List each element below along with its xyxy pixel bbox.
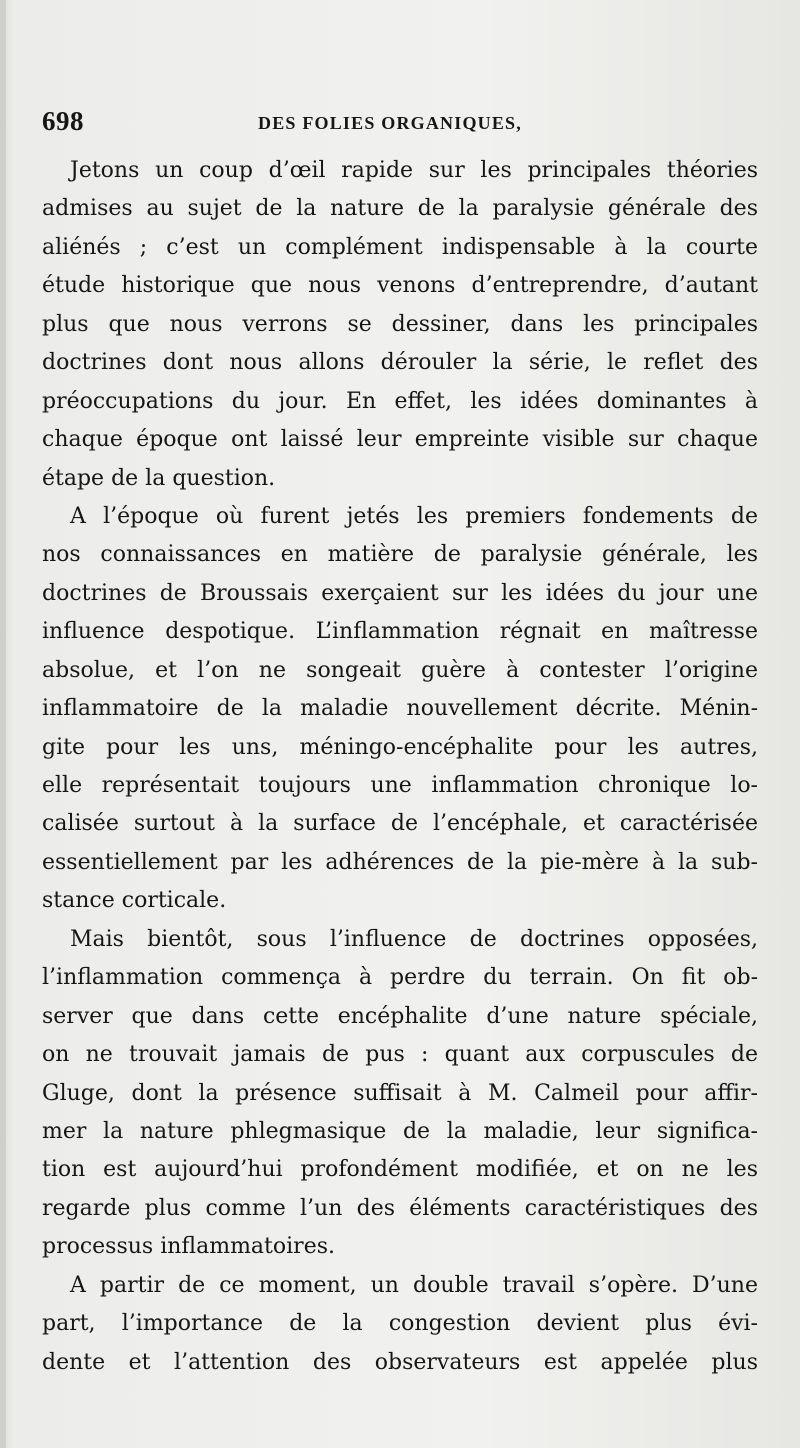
text-line: mer la nature phlegmasique de la maladie, leur significa- (42, 1118, 758, 1144)
text-line: server que dans cette encéphalite d’une nature spéciale, (42, 1003, 758, 1029)
running-head (42, 101, 758, 141)
body-text (42, 152, 758, 1382)
text-line: étude historique que nous venons d’entreprendre, d’autant (42, 273, 758, 299)
text-line: Mais bientôt, sous l’influence de doctrines opposées, (70, 926, 758, 952)
text-line: elle représentait toujours une inflammation chronique lo- (42, 773, 758, 798)
text-line: stance corticale. (42, 888, 227, 914)
text-line: on ne trouvait jamais de pus : quant aux corpuscules de (42, 1042, 758, 1068)
text-line: admises au sujet de la nature de la paralysie générale des (42, 196, 758, 222)
text-line: Jetons un coup d’œil rapide sur les principales théories (70, 158, 758, 183)
text-line: part, l’importance de la congestion devient plus évi- (42, 1311, 758, 1337)
text-line: essentiellement par les adhérences de la pie-mère à la sub- (42, 849, 758, 875)
text-line: préoccupations du jour. En effet, les idées dominantes à (42, 388, 758, 414)
text-line: influence despotique. L’inflammation régnait en maîtresse (42, 619, 758, 645)
text-line: étape de la question. (42, 465, 276, 491)
text-line: dente et l’attention des observateurs est appelée plus (42, 1349, 758, 1375)
text-line: chaque époque ont laissé leur empreinte visible sur chaque (42, 427, 758, 453)
text-line: doctrines dont nous allons dérouler la série, le reflet des (42, 350, 758, 376)
page-gutter-shadow (0, 0, 6, 1448)
text-line: gite pour les uns, méningo-encéphalite pour les autres, (42, 734, 758, 760)
text-line: calisée surtout à la surface de l’encéphale, et caractérisée (42, 811, 758, 837)
text-line: absolue, et l’on ne songeait guère à contester l’origine (42, 657, 758, 683)
text-line: regarde plus comme l’un des éléments caractéristiques des (42, 1195, 758, 1221)
text-line: A partir de ce moment, un double travail s’opère. D’une (70, 1272, 758, 1298)
page-number: 698 (42, 106, 84, 136)
text-line: l’inflammation commença à perdre du terrain. On fit ob- (42, 965, 758, 991)
text-line: inflammatoire de la maladie nouvellement décrite. Ménin- (42, 696, 758, 722)
text-line: A l’époque où furent jetés les premiers fondements de (70, 503, 758, 529)
running-title: DES FOLIES ORGANIQUES, (258, 113, 522, 133)
text-line: processus inflammatoires. (42, 1234, 335, 1260)
text-line: plus que nous verrons se dessiner, dans les principales (42, 311, 758, 337)
text-line: doctrines de Broussais exerçaient sur les idées du jour une (42, 580, 758, 606)
text-line: Gluge, dont la présence suffisait à M. Calmeil pour affir- (42, 1080, 758, 1106)
text-line: tion est aujourd’hui profondément modifiée, et on ne les (42, 1157, 758, 1183)
text-line: nos connaissances en matière de paralysie générale, les (42, 542, 758, 568)
text-line: aliénés ; c’est un complément indispensable à la courte (42, 234, 758, 260)
